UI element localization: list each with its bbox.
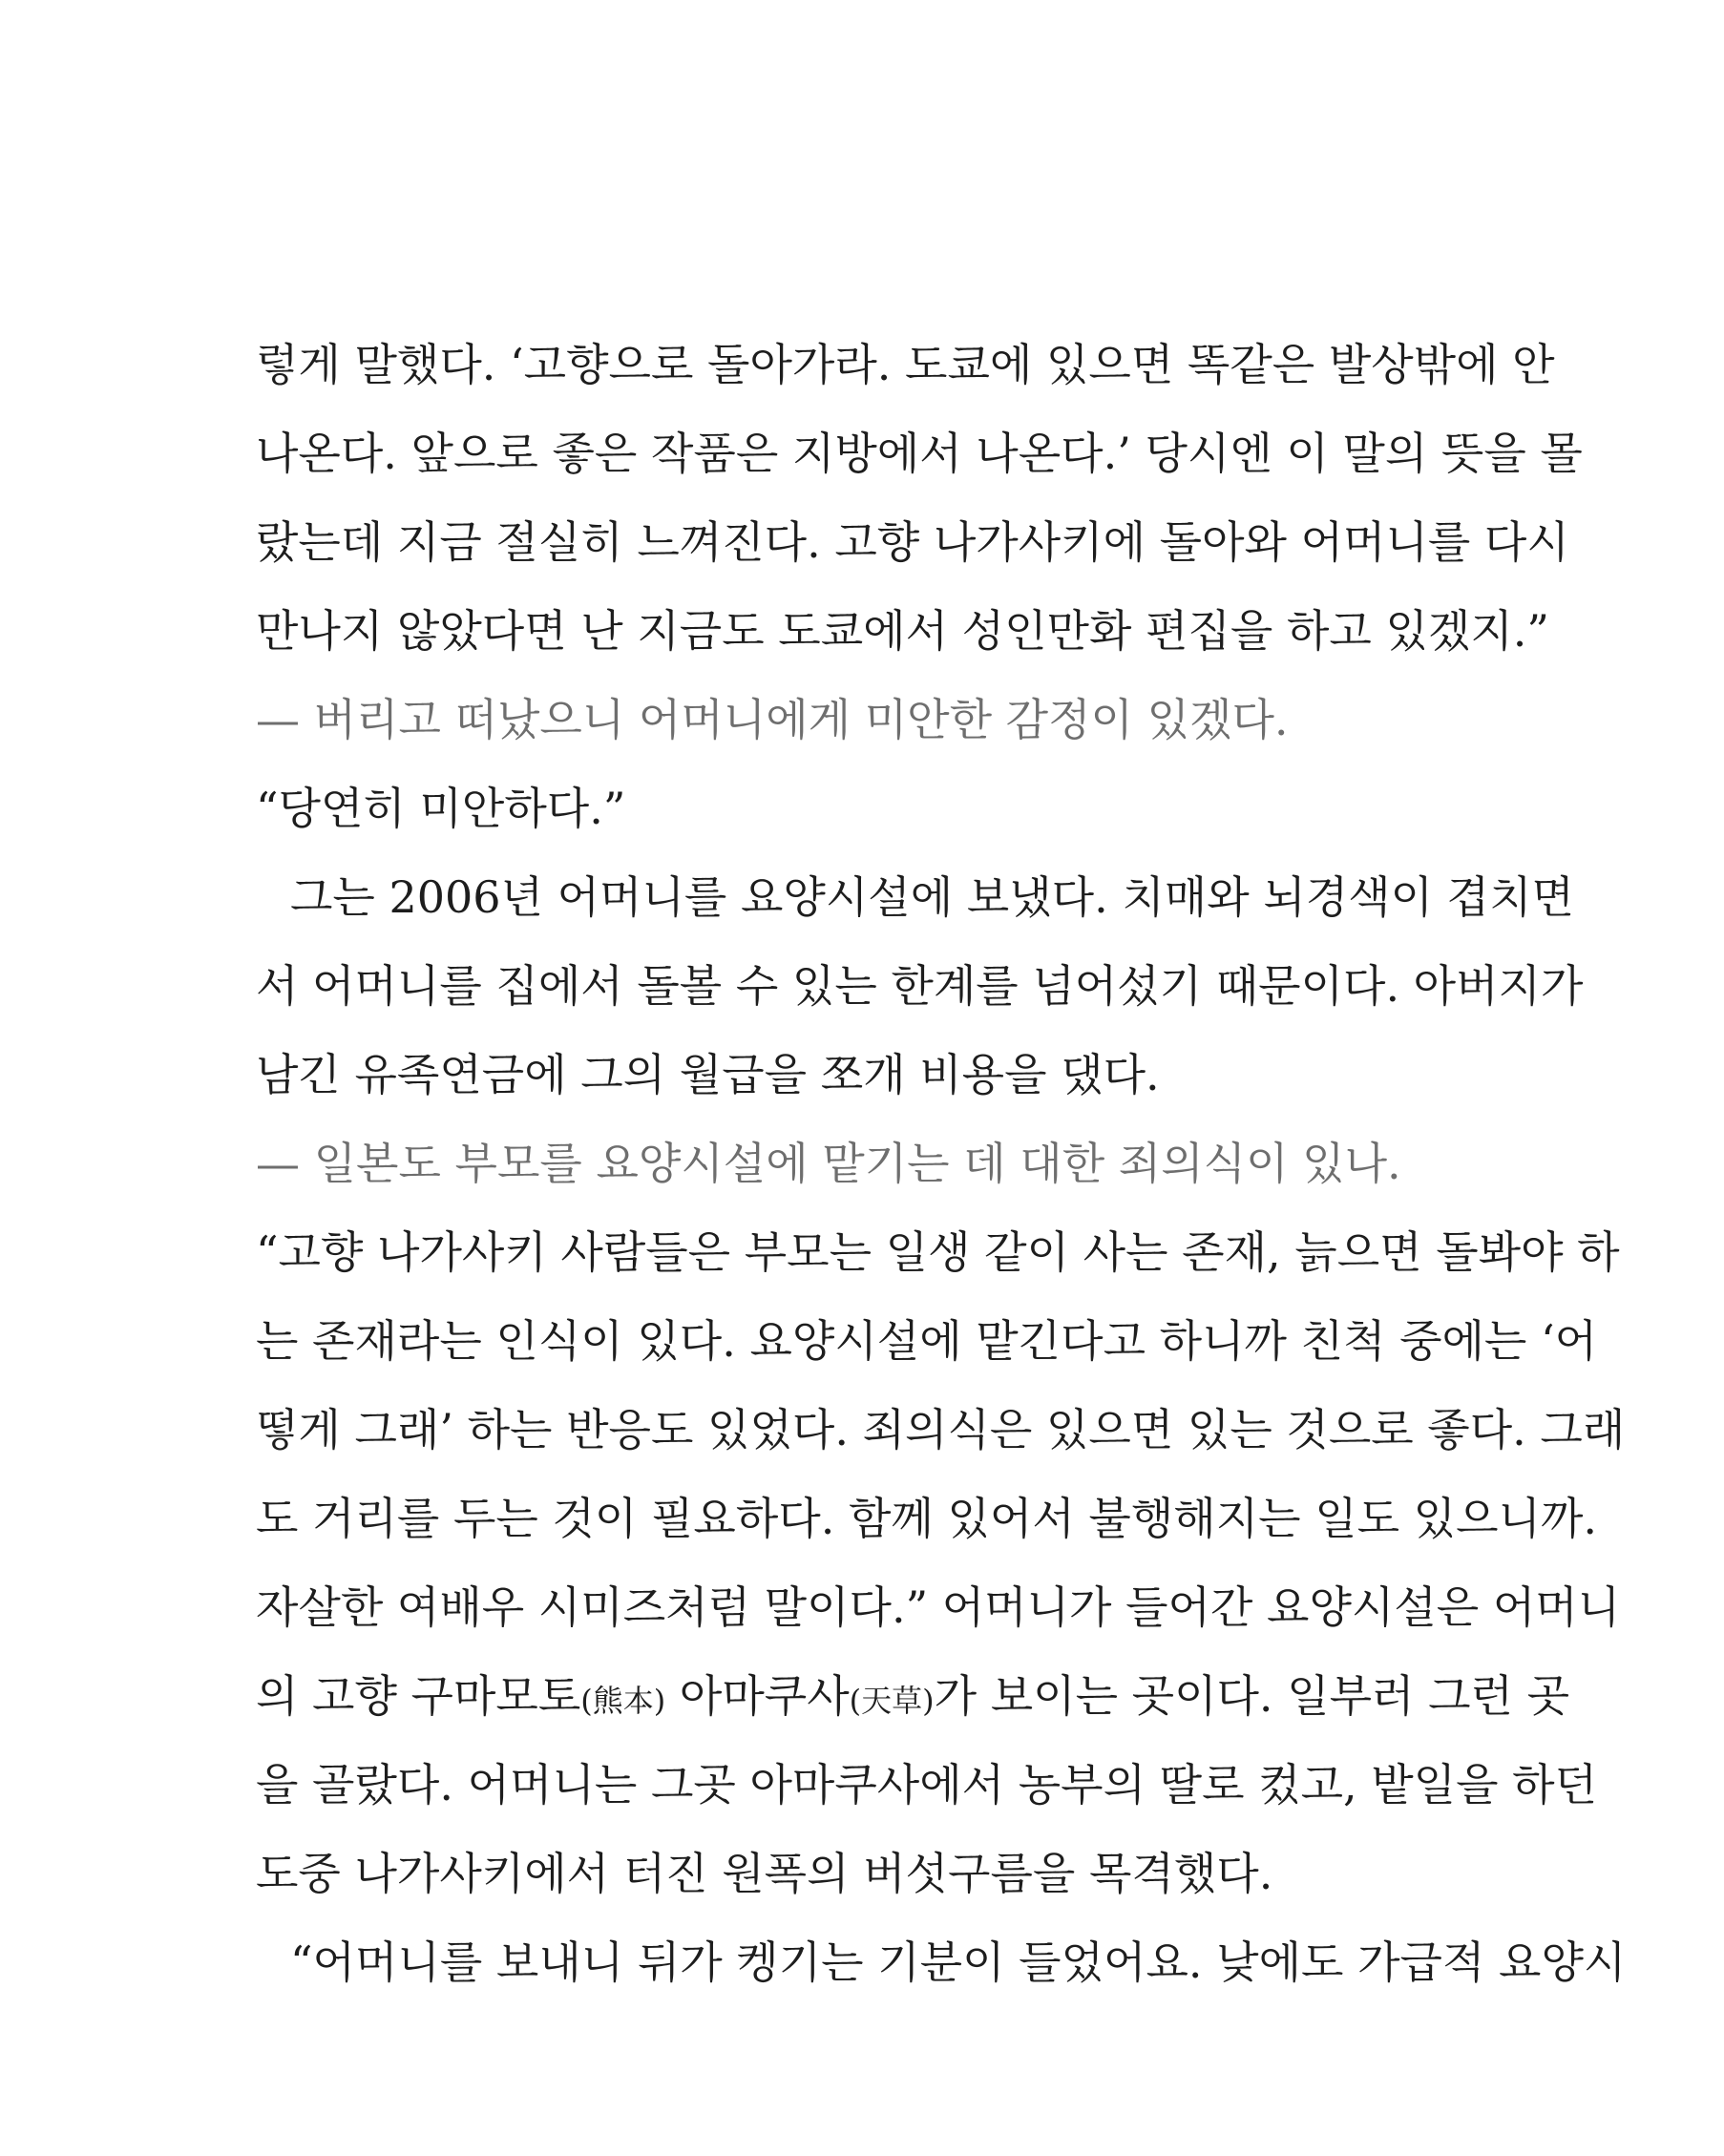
interview-question: — 버리고 떠났으니 어머니에게 미안한 감정이 있겠다. <box>256 694 1289 745</box>
text-line: 을 골랐다. 어머니는 그곳 아마쿠사에서 농부의 딸로 컸고, 밭일을 하던 <box>256 1759 1598 1811</box>
text-line: 랐는데 지금 절실히 느껴진다. 고향 나가사키에 돌아와 어머니를 다시 <box>256 516 1569 568</box>
text-line: 도 거리를 두는 것이 필요하다. 함께 있어서 불행해지는 일도 있으니까. <box>256 1493 1598 1544</box>
text-line: 렇게 말했다. ‘고향으로 돌아가라. 도쿄에 있으면 똑같은 발상밖에 안 <box>256 339 1555 390</box>
text-line: 만나지 않았다면 난 지금도 도쿄에서 성인만화 편집을 하고 있겠지.” <box>256 605 1549 657</box>
text-segment: 의 고향 구마모토 <box>256 1670 581 1722</box>
text-line: 그는 2006년 어머니를 요양시설에 보냈다. 치매와 뇌경색이 겹치면 <box>290 871 1574 923</box>
text-line: 도중 나가사키에서 터진 원폭의 버섯구름을 목격했다. <box>256 1848 1273 1899</box>
text-line: 남긴 유족연금에 그의 월급을 쪼개 비용을 댔다. <box>256 1049 1160 1100</box>
text-line: 는 존재라는 인식이 있다. 요양시설에 맡긴다고 하니까 친척 중에는 ‘어 <box>256 1315 1598 1367</box>
text-line: 떻게 그래’ 하는 반응도 있었다. 죄의식은 있으면 있는 것으로 좋다. 그래 <box>256 1404 1626 1455</box>
text-segment: 아마쿠사 <box>665 1670 850 1722</box>
hanja-annotation: (熊本) <box>580 1683 666 1719</box>
text-line <box>256 1652 1570 1741</box>
text-line: 나온다. 앞으로 좋은 작품은 지방에서 나온다.’ 당시엔 이 말의 뜻을 몰 <box>256 428 1583 479</box>
text-segment: 가 보이는 곳이다. 일부러 그런 곳 <box>934 1670 1570 1722</box>
text-line: 서 어머니를 집에서 돌볼 수 있는 한계를 넘어섰기 때문이다. 아버지가 <box>256 960 1584 1012</box>
text-line: 자살한 여배우 시미즈처럼 말이다.” 어머니가 들어간 요양시설은 어머니 <box>256 1581 1621 1633</box>
text-line: “당연히 미안하다.” <box>256 783 626 834</box>
interview-question: — 일본도 부모를 요양시설에 맡기는 데 대한 죄의식이 있나. <box>256 1138 1401 1189</box>
text-line: “어머니를 보내니 뒤가 켕기는 기분이 들었어요. 낮에도 가급적 요양시 <box>290 1936 1627 1988</box>
text-line: “고향 나가사키 사람들은 부모는 일생 같이 사는 존재, 늙으면 돌봐야 하 <box>256 1226 1620 1278</box>
hanja-annotation: (天草) <box>849 1683 935 1719</box>
body-text <box>256 321 1627 2007</box>
